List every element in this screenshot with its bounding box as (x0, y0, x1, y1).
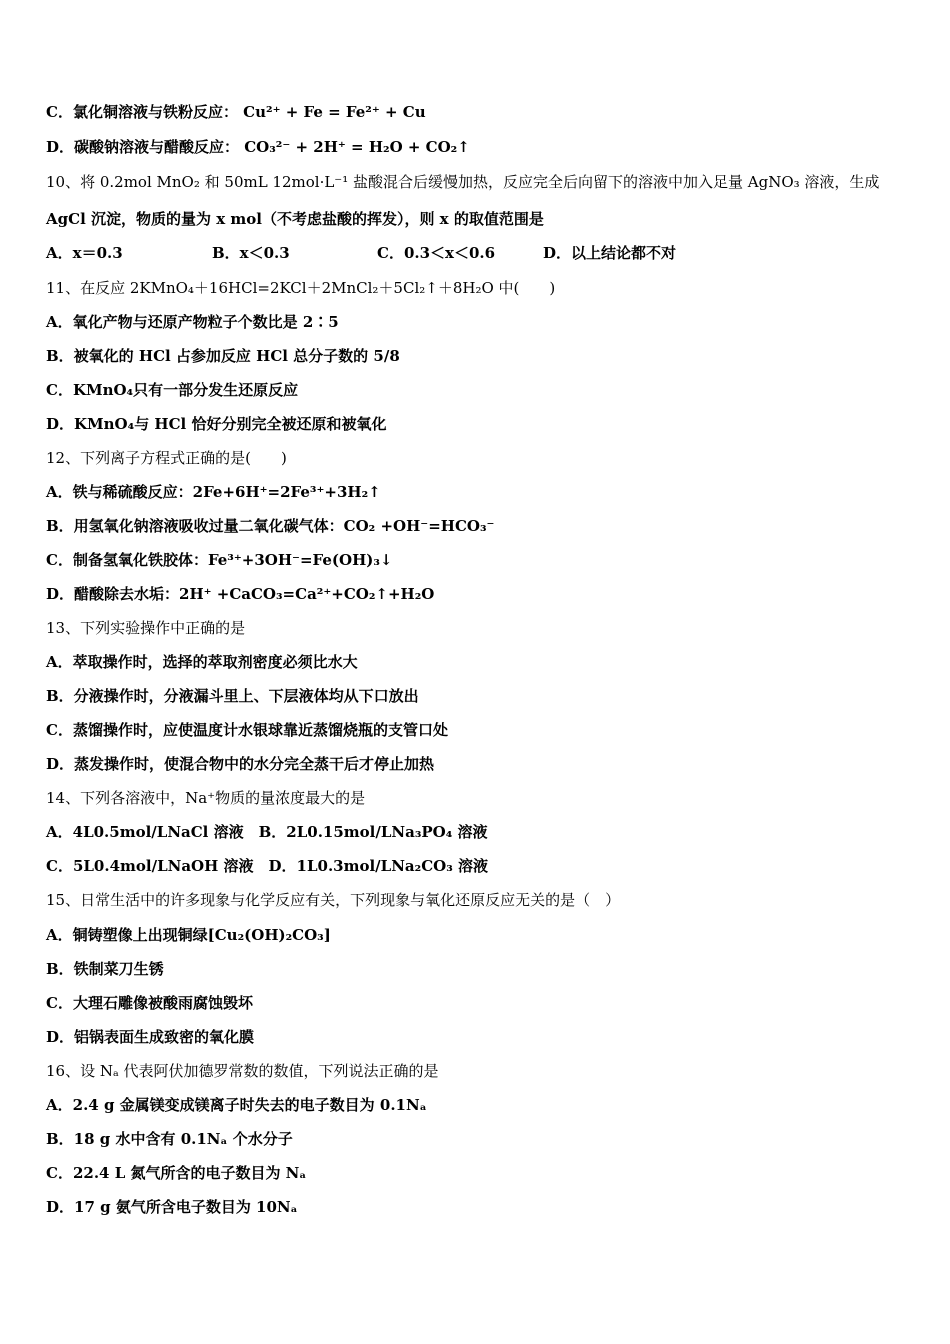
option-11b: B．被氧化的 HCl 占参加反应 HCl 总分子数的 5/8 (46, 347, 400, 365)
option-10a: A．x＝0.3 (46, 244, 123, 262)
question-10-stem: 10、将 0.2mol MnO₂ 和 50mL 12mol·L⁻¹ 盐酸混合后缓慢加热，反应完全后向留下的溶液中加入足量 AgNO₃ 溶液，生成 (46, 173, 880, 191)
options-14ab: A．4L0.5mol/LNaCl 溶液 B．2L0.15mol/LNa₃PO₄ 溶液 (46, 823, 488, 841)
option-16c: C．22.4 L 氮气所含的电子数目为 Nₐ (46, 1164, 307, 1182)
option-9c: C．氯化铜溶液与铁粉反应： Cu²⁺ + Fe = Fe²⁺ + Cu (46, 103, 426, 121)
question-16-stem: 16、设 Nₐ 代表阿伏加德罗常数的数值，下列说法正确的是 (46, 1062, 439, 1080)
question-12-stem: 12、下列离子方程式正确的是( ) (46, 449, 287, 467)
question-15-stem: 15、日常生活中的许多现象与化学反应有关，下列现象与氧化还原反应无关的是（ ） (46, 891, 621, 909)
question-13-stem: 13、下列实验操作中正确的是 (46, 619, 246, 637)
option-12c: C．制备氢氧化铁胶体：Fe³⁺+3OH⁻=Fe(OH)₃↓ (46, 551, 393, 569)
option-10b: B．x＜0.3 (212, 244, 290, 262)
option-15b: B．铁制菜刀生锈 (46, 960, 164, 978)
option-13b: B．分液操作时，分液漏斗里上、下层液体均从下口放出 (46, 687, 419, 705)
option-13a: A．萃取操作时，选择的萃取剂密度必须比水大 (46, 653, 358, 671)
option-16d: D．17 g 氨气所含电子数目为 10Nₐ (46, 1198, 298, 1216)
option-10c: C．0.3＜x＜0.6 (377, 244, 496, 262)
option-10d: D．以上结论都不对 (543, 244, 677, 262)
option-11d: D．KMnO₄与 HCl 恰好分别完全被还原和被氧化 (46, 415, 387, 433)
option-11c: C．KMnO₄只有一部分发生还原反应 (46, 381, 299, 399)
options-14cd: C．5L0.4mol/LNaOH 溶液 D．1L0.3mol/LNa₂CO₃ 溶液 (46, 857, 488, 875)
question-10-stem-cont: AgCl 沉淀，物质的量为 x mol（不考虑盐酸的挥发），则 x 的取值范围是 (46, 210, 544, 228)
option-11a: A．氧化产物与还原产物粒子个数比是 2∶5 (46, 313, 339, 331)
option-12b: B．用氢氧化钠溶液吸收过量二氧化碳气体：CO₂ +OH⁻=HCO₃⁻ (46, 517, 495, 535)
option-13d: D．蒸发操作时，使混合物中的水分完全蒸干后才停止加热 (46, 755, 435, 773)
option-15a: A．铜铸塑像上出现铜绿[Cu₂(OH)₂CO₃] (46, 926, 331, 944)
question-11-stem: 11、在反应 2KMnO₄＋16HCl=2KCl＋2MnCl₂＋5Cl₂↑＋8H₂O 中( ) (46, 279, 556, 297)
question-14-stem: 14、下列各溶液中，Na⁺物质的量浓度最大的是 (46, 789, 366, 807)
option-15c: C．大理石雕像被酸雨腐蚀毁坏 (46, 994, 253, 1012)
option-16b: B．18 g 水中含有 0.1Nₐ 个水分子 (46, 1130, 293, 1148)
option-12d: D．醋酸除去水垢：2H⁺ +CaCO₃=Ca²⁺+CO₂↑+H₂O (46, 585, 435, 603)
option-16a: A．2.4 g 金属镁变成镁离子时失去的电子数目为 0.1Nₐ (46, 1096, 427, 1114)
option-13c: C．蒸馏操作时，应使温度计水银球靠近蒸馏烧瓶的支管口处 (46, 721, 448, 739)
option-9d: D．碳酸钠溶液与醋酸反应： CO₃²⁻ + 2H⁺ = H₂O + CO₂↑ (46, 138, 470, 156)
option-15d: D．铝锅表面生成致密的氧化膜 (46, 1028, 255, 1046)
option-12a: A．铁与稀硫酸反应：2Fe+6H⁺=2Fe³⁺+3H₂↑ (46, 483, 381, 501)
